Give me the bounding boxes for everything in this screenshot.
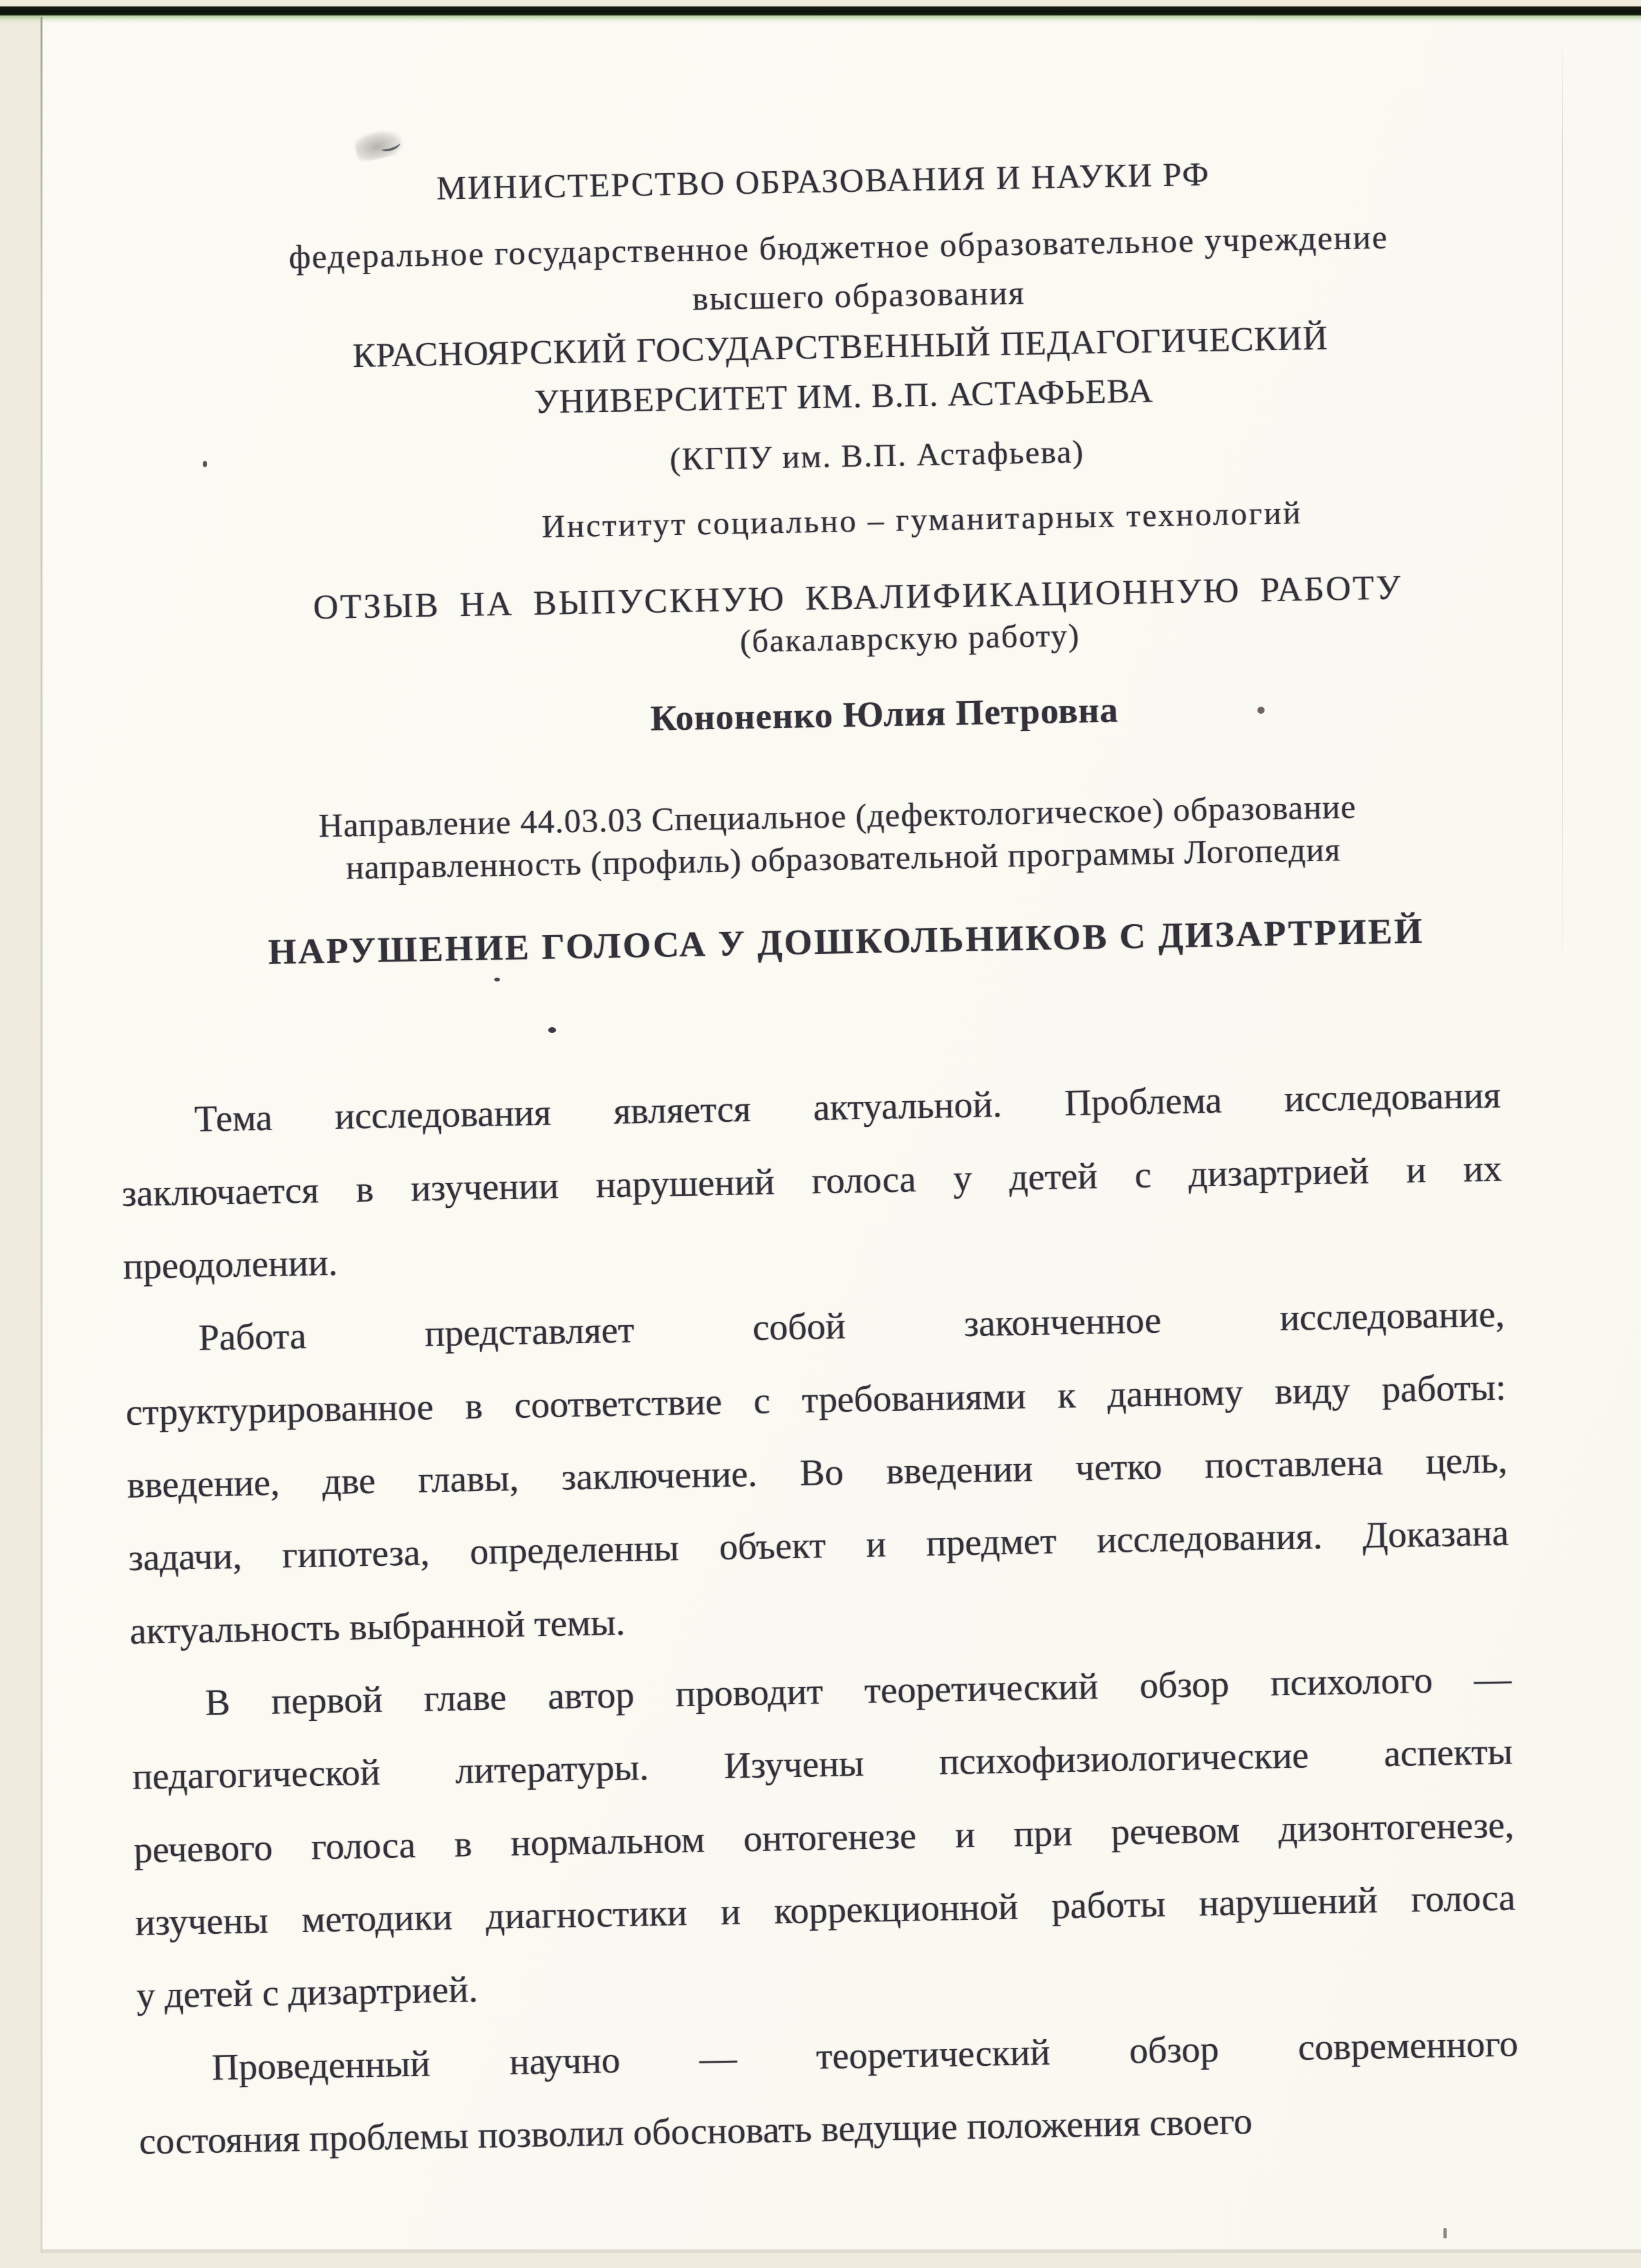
scan-speck bbox=[203, 461, 207, 467]
scan-speck bbox=[1257, 707, 1265, 714]
institute-line: Институт социально – гуманитарных технологий bbox=[541, 494, 1303, 544]
body-line: у детей с дизартрией. bbox=[136, 1968, 479, 2016]
thesis-title: НАРУШЕНИЕ ГОЛОСА У ДОШКОЛЬНИКОВ С ДИЗАРТРИЕЙ bbox=[268, 911, 1425, 972]
body-line: состояния проблемы позволил обосновать ведущие положения своего bbox=[138, 2099, 1253, 2162]
scan-speck bbox=[1443, 2228, 1447, 2238]
body-line: задачи, гипотеза, определенны объект и предмет исследования. Доказана bbox=[128, 1511, 1509, 1579]
body-line: заключается в изучении нарушений голоса у детей с дизартрией и их bbox=[121, 1147, 1503, 1214]
university-short-name: (КГПУ им. В.П. Астафьева) bbox=[669, 433, 1085, 478]
program-line1: Направление 44.03.03 Специальное (дефектологическое) образование bbox=[318, 788, 1357, 845]
body-line: Проведенный научно — теоретический обзор современного bbox=[211, 2022, 1519, 2088]
university-name-line2: УНИВЕРСИТЕТ ИМ. В.П. АСТАФЬЕВА bbox=[533, 372, 1154, 421]
ministry-line: МИНИСТЕРСТВО ОБРАЗОВАНИЯ И НАУКИ РФ bbox=[436, 156, 1210, 207]
review-title-line1: ОТЗЫВ НА ВЫПУСКНУЮ КВАЛИФИКАЦИОННУЮ РАБОТУ bbox=[313, 568, 1403, 627]
body-line: преодолении. bbox=[122, 1241, 338, 1287]
student-name: Кононенко Юлия Петровна bbox=[650, 690, 1119, 739]
federal-institution-line2: высшего образования bbox=[692, 274, 1026, 318]
body-line: изучены методики диагностики и коррекционной работы нарушений голоса bbox=[134, 1876, 1516, 1944]
body-line: педагогической литературы. Изучены психофизиологические аспекты bbox=[132, 1730, 1514, 1798]
body-line: структурированное в соответствие с требованиями к данному виду работы: bbox=[125, 1366, 1507, 1433]
body-line: актуальность выбранной темы. bbox=[129, 1601, 626, 1652]
body-line: речевого голоса в нормальном онтогенезе и при речевом дизонтогенезе, bbox=[133, 1803, 1515, 1871]
body-line: В первой главе автор проводит теоретический обзор психолого — bbox=[205, 1657, 1512, 1724]
scan-speck bbox=[548, 1027, 556, 1033]
program-line2: направленность (профиль) образовательной программы Логопедия bbox=[346, 832, 1341, 887]
university-name-line1: КРАСНОЯРСКИЙ ГОСУДАРСТВЕННЫЙ ПЕДАГОГИЧЕСКИЙ bbox=[352, 319, 1329, 375]
scan-speck bbox=[494, 978, 500, 981]
review-title-line2: (бакалаврскую работу) bbox=[739, 617, 1080, 660]
body-line: Работа представляет собой законченное исследование, bbox=[198, 1292, 1505, 1359]
federal-institution-line1: федеральное государственное бюджетное образовательное учреждение bbox=[288, 219, 1389, 276]
body-line: Тема исследования является актуальной. Проблема исследования bbox=[194, 1074, 1501, 1140]
body-line: введение, две главы, заключение. Во введении четко поставлена цель, bbox=[126, 1438, 1508, 1506]
